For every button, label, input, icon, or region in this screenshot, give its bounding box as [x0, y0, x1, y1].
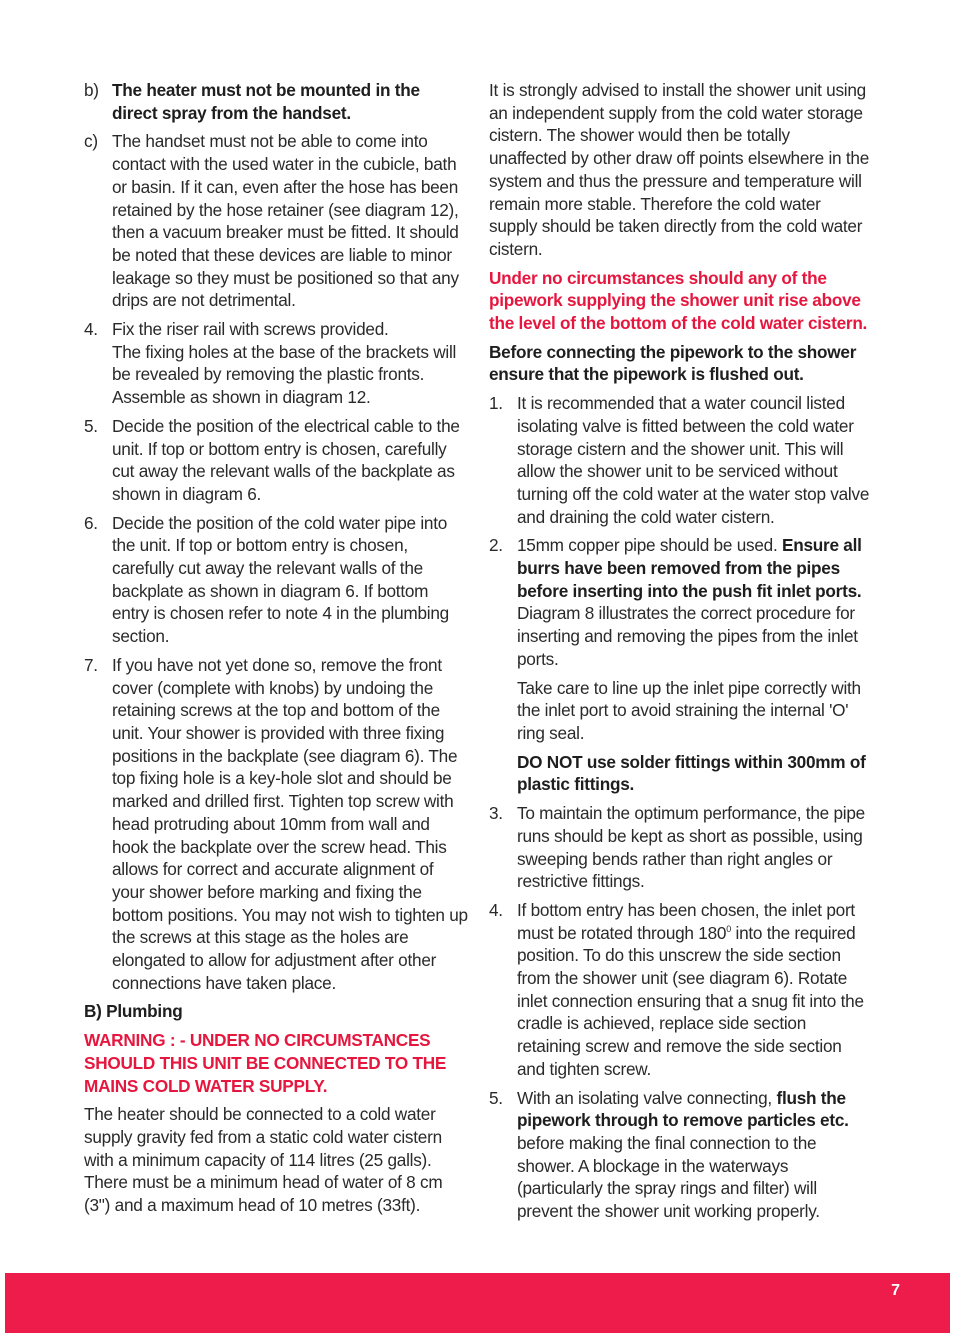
list-text: Decide the position of the cold water pipe into the unit. If top or bottom entry is chosen, carefully cut away the relevant walls of the backplate as shown in diagram 6. If bottom entry is chosen refer to note 4 in the plumbing section.	[112, 512, 449, 647]
list-item-4	[84, 318, 468, 409]
text-run: 15mm copper pipe should be used.	[517, 535, 783, 556]
list-text	[112, 318, 468, 409]
list-item-2-para: Take care to line up the inlet pipe correctly with the inlet port to avoid straining the internal 'O' ring seal.	[517, 677, 861, 743]
list-item-5r	[489, 1087, 871, 1223]
list-label: 6.	[84, 512, 98, 533]
list-text-line1: Fix the riser rail with screws provided.	[112, 319, 389, 340]
mains-warning: WARNING : - UNDER NO CIRCUMSTANCES SHOULD THIS UNIT BE CONNECTED TO THE MAINS COLD WATER SUPPLY.	[84, 1030, 447, 1096]
text-run: Diagram 8 illustrates the correct procedure for inserting and removing the pipes from the inlet ports.	[517, 603, 858, 669]
text-run: before making the final connection to the shower. A blockage in the waterways (particularly the spray rings and filter) will prevent the shower unit working properly.	[517, 1132, 820, 1222]
list-label: b)	[84, 80, 99, 100]
page-number: 7	[891, 1282, 900, 1299]
list-label: 4.	[84, 319, 98, 340]
solder-warning: DO NOT use solder fittings within 300mm of plastic fittings.	[517, 751, 866, 795]
list-label: 7.	[84, 654, 98, 675]
list-item-b	[84, 79, 468, 124]
heater-paragraph: The heater should be connected to a cold water supply gravity fed from a static cold water cistern with a minimum capacity of 114 litres (25 galls). There must be a minimum head of water of 8 cm (3") and a maximum head of 10 metres (33ft).	[84, 1104, 443, 1216]
flush-note: Before connecting the pipework to the shower ensure that the pipework is flushed out.	[489, 341, 857, 385]
list-text: The heater must not be mounted in the direct spray from the handset.	[112, 80, 420, 123]
list-text	[517, 534, 871, 670]
list-item-1	[489, 392, 871, 528]
list-item-c	[84, 130, 468, 312]
bold-run: Ensure all burrs have been removed from the pipes before inserting into the push fit inlet ports.	[517, 535, 862, 601]
list-item-7	[84, 654, 468, 995]
list-label: 2.	[489, 535, 503, 556]
list-label: 5.	[489, 1087, 503, 1108]
list-text: To maintain the optimum performance, the pipe runs should be kept as short as possible, using sweeping bends rather than right angles or restrictive fittings.	[517, 803, 865, 892]
list-label: 4.	[489, 899, 503, 920]
list-label: 3.	[489, 803, 503, 824]
list-text: Decide the position of the electrical cable to the unit. If top or bottom entry is chosen, carefully cut away the relevant walls of the backplate as shown in diagram 6.	[112, 415, 460, 504]
list-item-5	[84, 415, 468, 506]
intro-paragraph: It is strongly advised to install the shower unit using an independent supply from the cold water storage cistern. The shower would then be totally unaffected by other draw off points elsewhere in the system and thus the pressure and temperature will remain more stable. Therefore the cold water supply should be taken directly from the cold water cistern.	[489, 80, 870, 259]
list-text: If you have not yet done so, remove the front cover (complete with knobs) by undoing the retaining screws at the top and bottom of the unit. Your shower is provided with three fixing positions in the backplate (see diagram 6). The top fixing hole is a key-hole slot and should be marked and drilled first. Tighten top screw with head protruding about 10mm from wall and hook the backplate over the screw head. This allows for correct and accurate alignment of your shower before marking and fixing the bottom positions. You may not wish to tighten up the screws at this stage as the holes are elongated to allow for adjustment after other connections have taken place.	[112, 654, 468, 993]
text-run: If bottom entry has been chosen, the inlet port must be rotated through 180	[517, 899, 855, 943]
text-run: With an isolating valve connecting,	[517, 1087, 777, 1108]
right-column	[489, 79, 871, 1229]
list-item-4r	[489, 899, 871, 1081]
list-text	[517, 1087, 871, 1223]
list-label: 5.	[84, 415, 98, 436]
list-label: c)	[84, 131, 98, 152]
list-text	[517, 899, 871, 1081]
degree-superscript: 0	[726, 923, 731, 934]
list-item-3	[489, 802, 871, 893]
list-item-6	[84, 512, 468, 648]
left-column	[84, 79, 468, 1217]
list-label: 1.	[489, 393, 503, 414]
plumbing-heading: B) Plumbing	[84, 1001, 183, 1022]
list-text: The handset must not be able to come into contact with the used water in the cubicle, bath or basin. If it can, even after the hose has been retained by the hose retainer (see diagram 12), then a vacuum breaker must be fitted. It should be noted that these devices are liable to minor leakage so they must be positioned so that any drips are not detrimental.	[112, 131, 459, 311]
list-text-line2: The fixing holes at the base of the brackets will be revealed by removing the plastic fronts. Assemble as shown in diagram 12.	[112, 341, 457, 408]
pipework-warning: Under no circumstances should any of the pipework supplying the shower unit rise above the level of the bottom of the cold water cistern.	[489, 267, 868, 334]
list-text: It is recommended that a water council listed isolating valve is fitted between the cold water storage cistern and the shower unit. This will allow the shower unit to be serviced without turning off the cold water at the water stop valve and draining the cold water cistern.	[517, 393, 870, 527]
list-item-2	[489, 534, 871, 670]
bold-run: flush the pipework through to remove particles etc.	[517, 1087, 849, 1131]
footer-bar	[5, 1273, 950, 1333]
text-run: into the required position. To do this unscrew the side section from the shower unit (see diagram 6). Rotate inlet connection ensuring that a snug fit into the cradle is achieved, replace side section retaining screw and remove the side section and tighten screw.	[517, 922, 864, 1079]
